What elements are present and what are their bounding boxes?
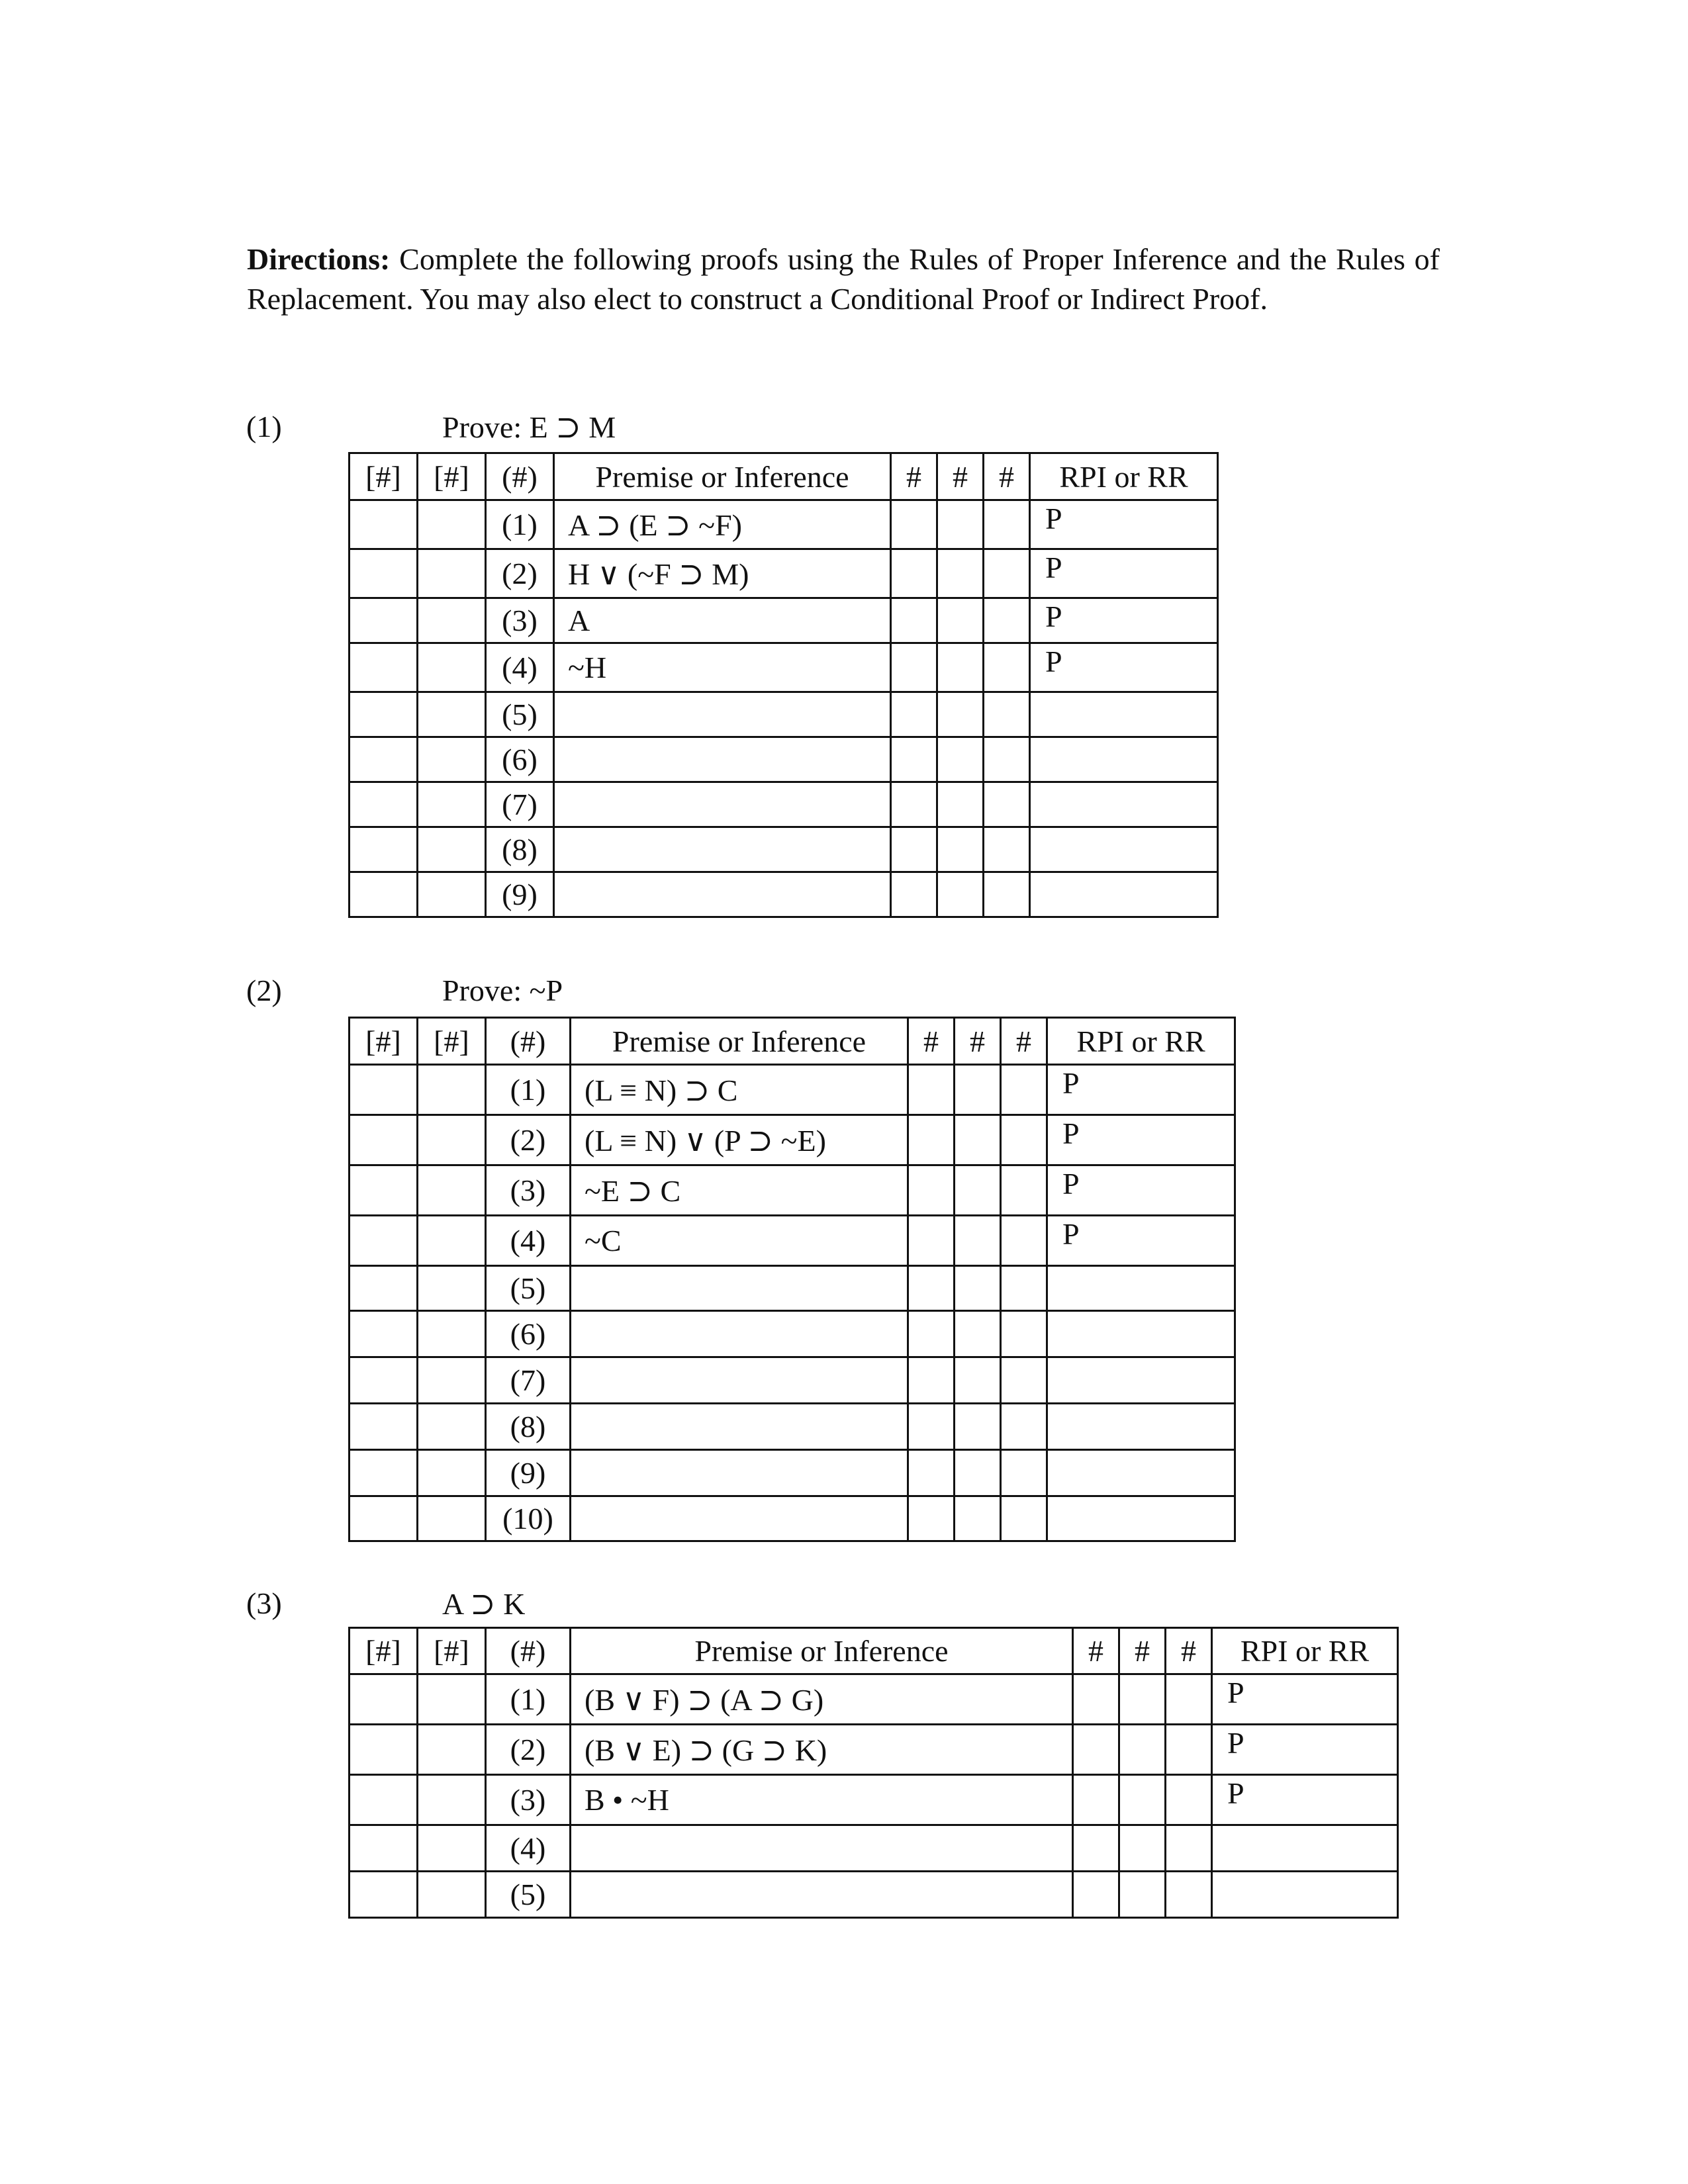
header-bracket-2: [#] (418, 1018, 486, 1065)
header-rule: RPI or RR (1212, 1628, 1398, 1674)
ref-cell-1[interactable] (908, 1115, 955, 1165)
line-number: (10) (486, 1496, 571, 1541)
justification-cell-2[interactable] (418, 1674, 486, 1725)
rule-cell[interactable] (1047, 1357, 1235, 1404)
justification-cell-2[interactable] (418, 1725, 486, 1775)
ref-cell-1[interactable] (891, 643, 937, 692)
statement-cell[interactable] (554, 737, 891, 782)
header-bracket-1: [#] (350, 453, 418, 500)
ref-cell-3[interactable] (984, 737, 1030, 782)
justification-cell-1[interactable] (350, 737, 418, 782)
line-number: (3) (486, 598, 554, 643)
justification-cell-1[interactable] (350, 1311, 418, 1357)
header-hash-2: # (1119, 1628, 1166, 1674)
justification-cell-2[interactable] (418, 1165, 486, 1216)
justification-cell-1[interactable] (350, 1165, 418, 1216)
ref-cell-2[interactable] (955, 1496, 1001, 1541)
statement-cell[interactable]: ~H (554, 643, 891, 692)
header-hash-3: # (1001, 1018, 1047, 1065)
ref-cell-3[interactable] (1001, 1496, 1047, 1541)
ref-cell-1[interactable] (908, 1450, 955, 1496)
line-number: (4) (486, 643, 554, 692)
proof-row (350, 872, 1218, 917)
proof-row (350, 1825, 1398, 1872)
justification-cell-2[interactable] (418, 872, 486, 917)
justification-cell-2[interactable] (418, 737, 486, 782)
proof-3-goal: A ⊃ K (442, 1587, 526, 1621)
justification-cell-1[interactable] (350, 692, 418, 737)
proof-row (350, 1450, 1235, 1496)
proof-row (350, 1674, 1398, 1725)
ref-cell-2[interactable] (955, 1216, 1001, 1266)
statement-cell[interactable]: (B ∨ F) ⊃ (A ⊃ G) (571, 1674, 1073, 1725)
ref-cell-3[interactable] (984, 598, 1030, 643)
proof-row (350, 549, 1218, 598)
justification-cell-1[interactable] (350, 1115, 418, 1165)
ref-cell-1[interactable] (908, 1266, 955, 1311)
ref-cell-3[interactable] (1001, 1216, 1047, 1266)
rule-cell[interactable]: P (1212, 1674, 1398, 1725)
header-bracket-2: [#] (418, 1628, 486, 1674)
ref-cell-2[interactable] (937, 827, 984, 872)
line-number: (2) (486, 549, 554, 598)
justification-cell-1[interactable] (350, 1674, 418, 1725)
ref-cell-2[interactable] (937, 500, 984, 549)
justification-cell-1[interactable] (350, 1357, 418, 1404)
proof-row (350, 1266, 1235, 1311)
line-number: (6) (486, 737, 554, 782)
proof-row (350, 1775, 1398, 1825)
ref-cell-2[interactable] (955, 1404, 1001, 1450)
justification-cell-2[interactable] (418, 1216, 486, 1266)
proof-2-number: (2) (246, 974, 282, 1007)
ref-cell-2[interactable] (1119, 1674, 1166, 1725)
ref-cell-1[interactable] (891, 549, 937, 598)
proof-3-header-row (350, 1628, 1398, 1674)
proof-row (350, 1065, 1235, 1115)
statement-cell[interactable] (554, 827, 891, 872)
ref-cell-2[interactable] (1119, 1775, 1166, 1825)
statement-cell[interactable]: ~C (571, 1216, 908, 1266)
justification-cell-2[interactable] (418, 782, 486, 827)
proof-2-header-row (350, 1018, 1235, 1065)
ref-cell-3[interactable] (1166, 1725, 1212, 1775)
ref-cell-3[interactable] (1166, 1674, 1212, 1725)
ref-cell-1[interactable] (891, 500, 937, 549)
statement-cell[interactable]: ~E ⊃ C (571, 1165, 908, 1216)
rule-cell[interactable] (1047, 1311, 1235, 1357)
header-bracket-1: [#] (350, 1628, 418, 1674)
line-number: (1) (486, 1674, 571, 1725)
ref-cell-1[interactable] (908, 1311, 955, 1357)
ref-cell-2[interactable] (937, 872, 984, 917)
justification-cell-2[interactable] (418, 1357, 486, 1404)
statement-cell[interactable]: H ∨ (~F ⊃ M) (554, 549, 891, 598)
rule-cell[interactable]: P (1047, 1065, 1235, 1115)
header-hash-1: # (908, 1018, 955, 1065)
ref-cell-2[interactable] (955, 1115, 1001, 1165)
rule-cell[interactable] (1047, 1450, 1235, 1496)
proof-3-table (348, 1627, 1399, 1919)
justification-cell-2[interactable] (418, 1450, 486, 1496)
justification-cell-1[interactable] (350, 1825, 418, 1872)
header-statement: Premise or Inference (571, 1628, 1073, 1674)
rule-cell[interactable]: P (1212, 1725, 1398, 1775)
ref-cell-2[interactable] (955, 1065, 1001, 1115)
rule-cell[interactable] (1030, 692, 1218, 737)
ref-cell-2[interactable] (955, 1266, 1001, 1311)
proof-1-header-row (350, 453, 1218, 500)
ref-cell-1[interactable] (1073, 1825, 1119, 1872)
header-rule: RPI or RR (1047, 1018, 1235, 1065)
statement-cell[interactable]: (L ≡ N) ∨ (P ⊃ ~E) (571, 1115, 908, 1165)
ref-cell-3[interactable] (1001, 1357, 1047, 1404)
justification-cell-1[interactable] (350, 1266, 418, 1311)
header-hash-3: # (984, 453, 1030, 500)
ref-cell-2[interactable] (1119, 1825, 1166, 1872)
rule-cell[interactable] (1047, 1496, 1235, 1541)
rule-cell[interactable] (1030, 737, 1218, 782)
line-number: (1) (486, 500, 554, 549)
header-bracket-1: [#] (350, 1018, 418, 1065)
proof-row (350, 827, 1218, 872)
statement-cell[interactable] (571, 1872, 1073, 1918)
proof-row (350, 1872, 1398, 1918)
line-number: (5) (486, 1266, 571, 1311)
proof-row (350, 500, 1218, 549)
statement-cell[interactable]: (L ≡ N) ⊃ C (571, 1065, 908, 1115)
header-line: (#) (486, 453, 554, 500)
directions-label: Directions: (247, 242, 391, 276)
ref-cell-1[interactable] (891, 872, 937, 917)
justification-cell-2[interactable] (418, 1872, 486, 1918)
ref-cell-3[interactable] (1166, 1775, 1212, 1825)
ref-cell-3[interactable] (1001, 1404, 1047, 1450)
ref-cell-3[interactable] (1166, 1825, 1212, 1872)
ref-cell-3[interactable] (984, 500, 1030, 549)
ref-cell-3[interactable] (1001, 1450, 1047, 1496)
ref-cell-2[interactable] (937, 692, 984, 737)
justification-cell-1[interactable] (350, 827, 418, 872)
header-rule: RPI or RR (1030, 453, 1218, 500)
header-hash-2: # (937, 453, 984, 500)
ref-cell-3[interactable] (1166, 1872, 1212, 1918)
justification-cell-1[interactable] (350, 1065, 418, 1115)
proof-row (350, 1165, 1235, 1216)
justification-cell-2[interactable] (418, 1266, 486, 1311)
ref-cell-3[interactable] (1001, 1115, 1047, 1165)
proof-row (350, 1404, 1235, 1450)
justification-cell-2[interactable] (418, 598, 486, 643)
ref-cell-1[interactable] (908, 1216, 955, 1266)
justification-cell-2[interactable] (418, 1404, 486, 1450)
ref-cell-1[interactable] (891, 692, 937, 737)
statement-cell[interactable] (571, 1311, 908, 1357)
statement-cell[interactable] (571, 1266, 908, 1311)
line-number: (5) (486, 1872, 571, 1918)
ref-cell-3[interactable] (984, 692, 1030, 737)
ref-cell-1[interactable] (891, 598, 937, 643)
ref-cell-1[interactable] (908, 1165, 955, 1216)
ref-cell-3[interactable] (1001, 1165, 1047, 1216)
proof-row (350, 1115, 1235, 1165)
proof-row (350, 1357, 1235, 1404)
justification-cell-2[interactable] (418, 1775, 486, 1825)
rule-cell[interactable]: P (1047, 1165, 1235, 1216)
ref-cell-1[interactable] (1073, 1725, 1119, 1775)
statement-cell[interactable] (571, 1825, 1073, 1872)
justification-cell-2[interactable] (418, 692, 486, 737)
rule-cell[interactable] (1212, 1872, 1398, 1918)
rule-cell[interactable] (1030, 827, 1218, 872)
line-number: (7) (486, 782, 554, 827)
line-number: (6) (486, 1311, 571, 1357)
statement-cell[interactable]: B • ~H (571, 1775, 1073, 1825)
justification-cell-1[interactable] (350, 1404, 418, 1450)
rule-cell[interactable] (1030, 872, 1218, 917)
ref-cell-2[interactable] (1119, 1872, 1166, 1918)
rule-cell[interactable]: P (1047, 1216, 1235, 1266)
header-statement: Premise or Inference (554, 453, 891, 500)
rule-cell[interactable]: P (1047, 1115, 1235, 1165)
line-number: (2) (486, 1115, 571, 1165)
proof-row (350, 1216, 1235, 1266)
ref-cell-1[interactable] (891, 827, 937, 872)
justification-cell-2[interactable] (418, 1825, 486, 1872)
proof-row (350, 1725, 1398, 1775)
proof-2-goal: Prove: ~P (442, 974, 563, 1007)
ref-cell-1[interactable] (1073, 1775, 1119, 1825)
ref-cell-3[interactable] (1001, 1266, 1047, 1311)
statement-cell[interactable] (554, 782, 891, 827)
ref-cell-2[interactable] (955, 1165, 1001, 1216)
statement-cell[interactable] (571, 1357, 908, 1404)
proof-2-table (348, 1017, 1236, 1542)
header-line: (#) (486, 1628, 571, 1674)
proof-1-number: (1) (246, 410, 282, 443)
justification-cell-2[interactable] (418, 1065, 486, 1115)
line-number: (9) (486, 872, 554, 917)
line-number: (5) (486, 692, 554, 737)
rule-cell[interactable]: P (1030, 500, 1218, 549)
ref-cell-1[interactable] (908, 1065, 955, 1115)
ref-cell-2[interactable] (955, 1357, 1001, 1404)
header-bracket-2: [#] (418, 453, 486, 500)
ref-cell-3[interactable] (984, 872, 1030, 917)
ref-cell-2[interactable] (1119, 1725, 1166, 1775)
proof-row (350, 782, 1218, 827)
line-number: (8) (486, 827, 554, 872)
justification-cell-1[interactable] (350, 598, 418, 643)
ref-cell-3[interactable] (1001, 1065, 1047, 1115)
justification-cell-1[interactable] (350, 1216, 418, 1266)
header-statement: Premise or Inference (571, 1018, 908, 1065)
line-number: (4) (486, 1825, 571, 1872)
directions-text: Complete the following proofs using the Rules of Proper Inference and the Rules of Replacement. You may also elect to construct a Conditional Proof or Indirect Proof. (247, 242, 1440, 316)
proof-row (350, 643, 1218, 692)
justification-cell-1[interactable] (350, 1450, 418, 1496)
rule-cell[interactable]: P (1212, 1775, 1398, 1825)
ref-cell-3[interactable] (984, 782, 1030, 827)
justification-cell-1[interactable] (350, 549, 418, 598)
justification-cell-1[interactable] (350, 1872, 418, 1918)
justification-cell-2[interactable] (418, 549, 486, 598)
ref-cell-2[interactable] (937, 549, 984, 598)
justification-cell-2[interactable] (418, 643, 486, 692)
statement-cell[interactable] (554, 692, 891, 737)
proof-1-goal: Prove: E ⊃ M (442, 410, 616, 444)
justification-cell-2[interactable] (418, 827, 486, 872)
ref-cell-2[interactable] (955, 1311, 1001, 1357)
ref-cell-1[interactable] (1073, 1872, 1119, 1918)
ref-cell-3[interactable] (984, 643, 1030, 692)
line-number: (2) (486, 1725, 571, 1775)
ref-cell-2[interactable] (937, 598, 984, 643)
justification-cell-1[interactable] (350, 1725, 418, 1775)
rule-cell[interactable]: P (1030, 549, 1218, 598)
justification-cell-1[interactable] (350, 872, 418, 917)
directions (247, 240, 1440, 319)
ref-cell-1[interactable] (1073, 1674, 1119, 1725)
ref-cell-1[interactable] (891, 737, 937, 782)
justification-cell-2[interactable] (418, 1496, 486, 1541)
header-hash-1: # (1073, 1628, 1119, 1674)
ref-cell-2[interactable] (937, 782, 984, 827)
proof-row (350, 737, 1218, 782)
ref-cell-1[interactable] (891, 782, 937, 827)
ref-cell-2[interactable] (937, 643, 984, 692)
header-hash-3: # (1166, 1628, 1212, 1674)
rule-cell[interactable]: P (1030, 598, 1218, 643)
statement-cell[interactable]: (B ∨ E) ⊃ (G ⊃ K) (571, 1725, 1073, 1775)
line-number: (7) (486, 1357, 571, 1404)
proof-row (350, 692, 1218, 737)
ref-cell-1[interactable] (908, 1404, 955, 1450)
justification-cell-1[interactable] (350, 1775, 418, 1825)
proof-1-table (348, 452, 1219, 918)
ref-cell-1[interactable] (908, 1496, 955, 1541)
justification-cell-1[interactable] (350, 1496, 418, 1541)
proof-row (350, 598, 1218, 643)
rule-cell[interactable] (1030, 782, 1218, 827)
line-number: (8) (486, 1404, 571, 1450)
ref-cell-3[interactable] (984, 549, 1030, 598)
proof-row (350, 1496, 1235, 1541)
line-number: (3) (486, 1775, 571, 1825)
justification-cell-1[interactable] (350, 782, 418, 827)
statement-cell[interactable]: A ⊃ (E ⊃ ~F) (554, 500, 891, 549)
header-line: (#) (486, 1018, 571, 1065)
justification-cell-1[interactable] (350, 643, 418, 692)
header-hash-1: # (891, 453, 937, 500)
proof-3-number: (3) (246, 1586, 282, 1620)
rule-cell[interactable]: P (1030, 643, 1218, 692)
line-number: (1) (486, 1065, 571, 1115)
rule-cell[interactable] (1047, 1266, 1235, 1311)
statement-cell[interactable] (554, 872, 891, 917)
ref-cell-3[interactable] (1001, 1311, 1047, 1357)
line-number: (4) (486, 1216, 571, 1266)
ref-cell-2[interactable] (937, 737, 984, 782)
statement-cell[interactable] (571, 1496, 908, 1541)
statement-cell[interactable]: A (554, 598, 891, 643)
statement-cell[interactable] (571, 1450, 908, 1496)
rule-cell[interactable] (1047, 1404, 1235, 1450)
line-number: (9) (486, 1450, 571, 1496)
justification-cell-2[interactable] (418, 1115, 486, 1165)
justification-cell-2[interactable] (418, 500, 486, 549)
proof-row (350, 1311, 1235, 1357)
rule-cell[interactable] (1212, 1825, 1398, 1872)
justification-cell-2[interactable] (418, 1311, 486, 1357)
statement-cell[interactable] (571, 1404, 908, 1450)
justification-cell-1[interactable] (350, 500, 418, 549)
ref-cell-2[interactable] (955, 1450, 1001, 1496)
ref-cell-1[interactable] (908, 1357, 955, 1404)
line-number: (3) (486, 1165, 571, 1216)
ref-cell-3[interactable] (984, 827, 1030, 872)
header-hash-2: # (955, 1018, 1001, 1065)
